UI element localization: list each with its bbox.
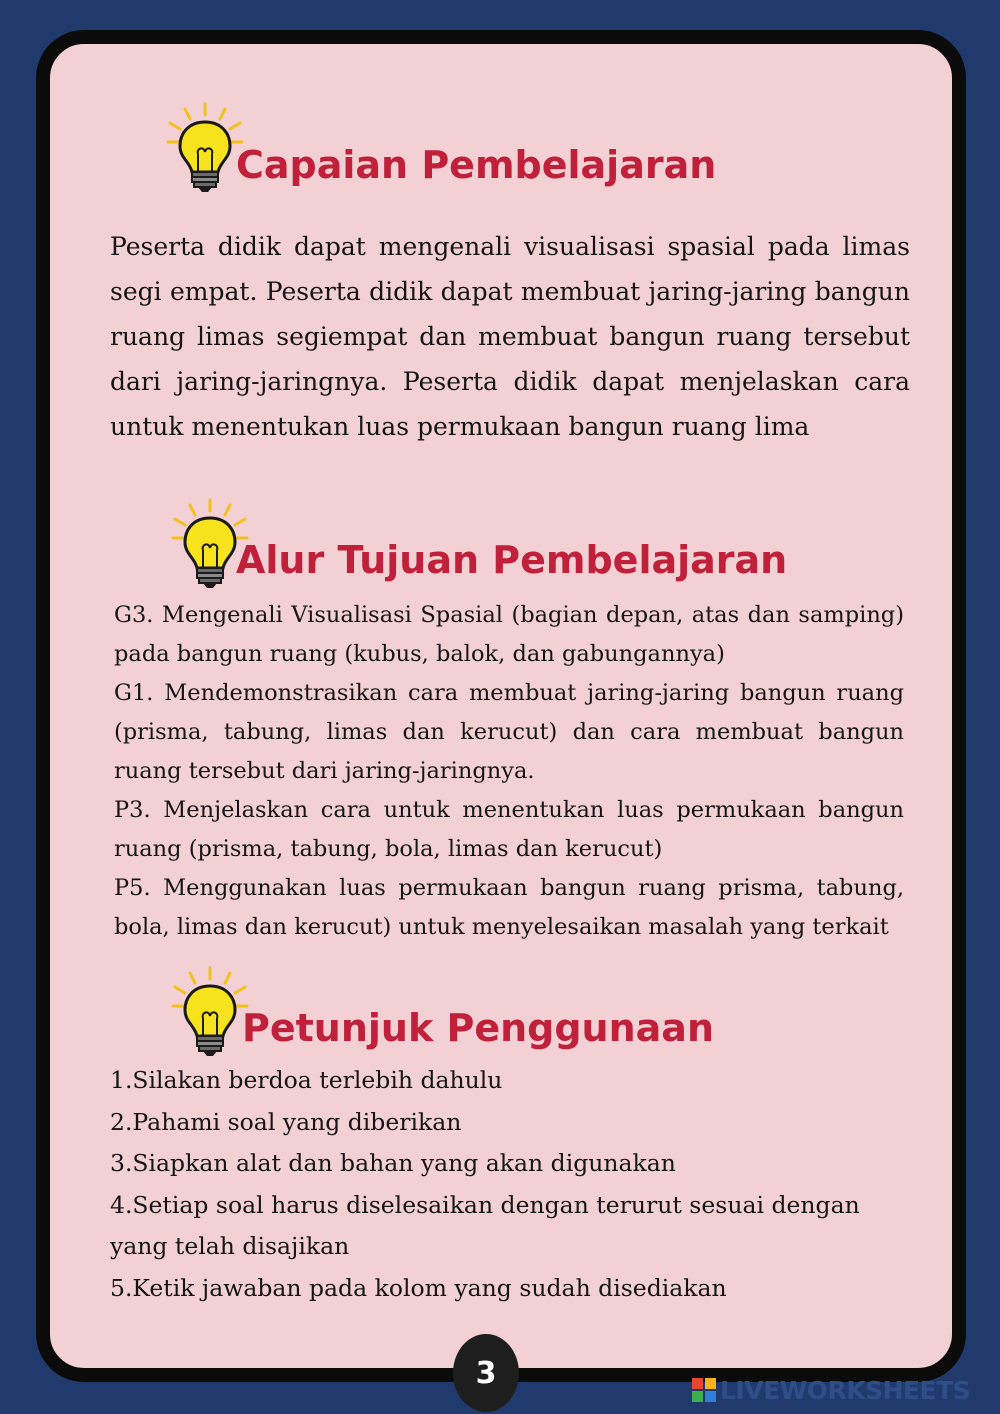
page-number: 3 xyxy=(453,1334,519,1412)
goal-item-g3: G3. Mengenali Visualisasi Spasial (bagian depan, atas dan samping) pada bangun ruang (kubus, balok, dan gabungannya) xyxy=(114,602,904,667)
goal-item-p5: P5. Menggunakan luas permukaan bangun ruang prisma, tabung, bola, limas dan kerucut) untuk menyelesaikan masalah yang terkait xyxy=(114,875,904,940)
capaian-body: Peserta didik dapat mengenali visualisasi spasial pada limas segi empat. Peserta didik dapat membuat jaring-jaring bangun ruang limas segiempat dan membuat bangun ruang tersebut dari jaring-jaringnya. Peserta didik dapat menjelaskan cara untuk menentukan luas permukaan bangun ruang lima xyxy=(110,232,910,441)
petunjuk-steps-list xyxy=(110,1060,910,1310)
step-item-1: 1.Silakan berdoa terlebih dahulu xyxy=(110,1066,503,1094)
petunjuk-title: Petunjuk Penggunaan xyxy=(242,1006,714,1050)
capaian-title: Capaian Pembelajaran xyxy=(236,143,717,187)
alur-goals-list xyxy=(114,596,904,947)
watermark-text: LIVEWORKSHEETS xyxy=(720,1375,971,1405)
step-item-5: 5.Ketik jawaban pada kolom yang sudah disediakan xyxy=(110,1273,727,1302)
liveworksheets-watermark[interactable] xyxy=(692,1376,970,1404)
step-item-2: 2.Pahami soal yang diberikan xyxy=(110,1107,462,1136)
liveworksheets-logo-icon xyxy=(692,1378,716,1402)
goal-item-g1: G1. Mendemonstrasikan cara membuat jaring-jaring bangun ruang (prisma, tabung, limas dan kerucut) dan cara membuat bangun ruang tersebut dari jaring-jaringnya. xyxy=(114,680,904,784)
step-item-4: 4.Setiap soal harus diselesaikan dengan terurut sesuai dengan yang telah disajikan xyxy=(110,1190,860,1261)
step-item-3: 3.Siapkan alat dan bahan yang akan digunakan xyxy=(110,1149,676,1178)
goal-item-p3: P3. Menjelaskan cara untuk menentukan luas permukaan bangun ruang (prisma, tabung, bola, limas dan kerucut) xyxy=(114,797,904,862)
alur-title: Alur Tujuan Pembelajaran xyxy=(236,538,788,582)
